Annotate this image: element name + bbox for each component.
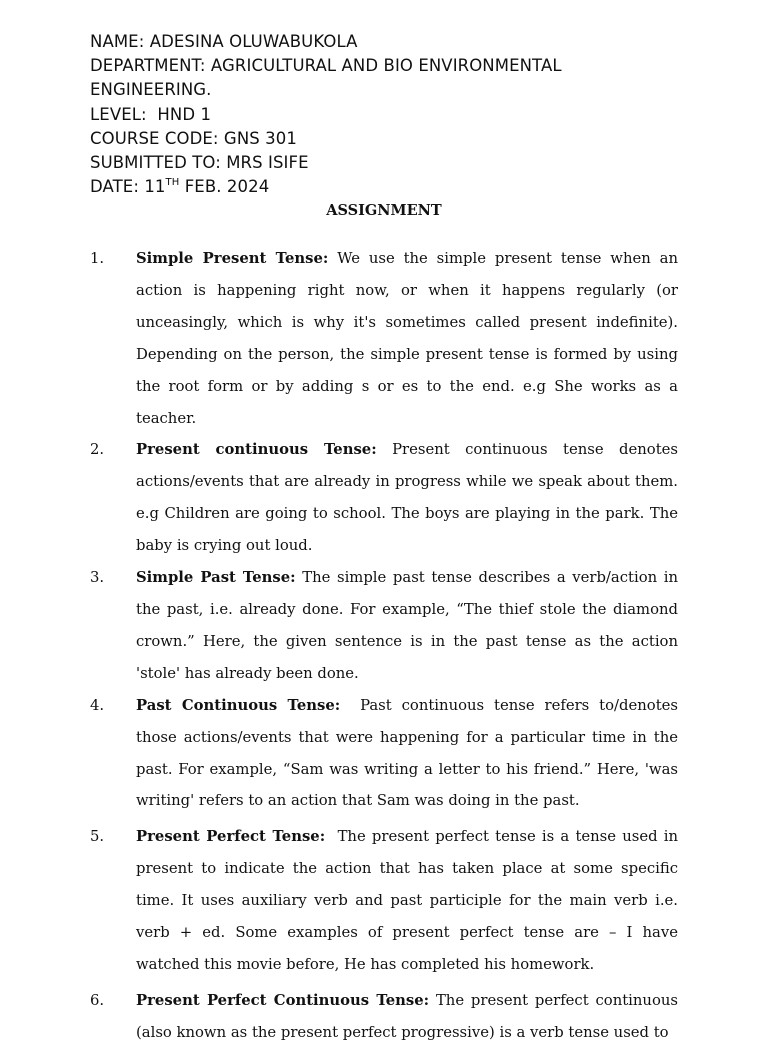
item-term: Past Continuous Tense: xyxy=(136,696,341,714)
item-term: Present Perfect Continuous Tense: xyxy=(136,991,430,1009)
date-suffix: FEB. 2024 xyxy=(179,177,270,197)
list-item xyxy=(90,562,679,690)
list-item xyxy=(90,821,683,981)
item-term: Simple Present Tense: xyxy=(136,250,329,267)
item-number: 1. xyxy=(90,250,105,267)
item-term: Present Perfect Tense: xyxy=(136,828,326,846)
course-code-line: COURSE CODE: GNS 301 xyxy=(90,128,297,148)
department-line-continued: ENGINEERING. xyxy=(90,80,212,100)
assignment-title: ASSIGNMENT xyxy=(326,202,442,219)
date-prefix: DATE: 11 xyxy=(90,177,166,197)
name-line: NAME: ADESINA OLUWABUKOLA xyxy=(90,32,358,51)
department-line: DEPARTMENT: AGRICULTURAL AND BIO ENVIRONMENTAL xyxy=(90,56,562,76)
date-ordinal-suffix: TH xyxy=(165,176,180,188)
tense-list xyxy=(0,243,768,1049)
student-info-header xyxy=(90,30,710,199)
list-item xyxy=(90,434,678,562)
item-text: We use the simple present tense when an action is happening right now, or when it happens regularly (or unceasingly, which is why it's sometimes called present indefinite). Depending on the person, the simple present tense is formed by using the root form or by adding s or es to the end. e.g She works as a teacher. xyxy=(136,250,678,427)
item-number: 4. xyxy=(90,696,105,714)
item-text: The simple past tense describes a verb/action in the past, i.e. already done. For example, “The thief stole the diamond crown.” Here, the given sentence is in the past tense as the action 'stole' has already been done. xyxy=(136,569,679,682)
item-text: Past continuous tense refers to/denotes those actions/events that were happening for a particular time in the past. For example, “Sam was writing a letter to his friend.” Here, 'was writing' refers to an action that Sam was doing in the past. xyxy=(136,696,683,810)
item-text: The present perfect continuous (also known as the present perfect progressive) is a verb tense used to xyxy=(136,991,678,1041)
list-item xyxy=(90,243,678,434)
level-line: LEVEL: HND 1 xyxy=(90,104,212,124)
list-item xyxy=(90,985,678,1049)
submitted-to-line: SUBMITTED TO: MRS ISIFE xyxy=(90,153,309,173)
item-text: The present perfect tense is a tense used in present to indicate the action that has taken place at some specific time. It uses auxiliary verb and past participle for the main verb i.e. verb + ed. Some examples of present perfect tense are – I have watched this movie before, He has completed his homework. xyxy=(136,828,683,973)
item-term: Present continuous Tense: xyxy=(136,441,377,459)
item-text: Present continuous tense denotes actions/events that are already in progress while we speak about them. e.g Children are going to school. The boys are playing in the park. The baby is crying out loud. xyxy=(136,441,678,555)
item-number: 3. xyxy=(90,569,105,587)
item-number: 5. xyxy=(90,828,105,846)
item-term: Simple Past Tense: xyxy=(136,569,296,587)
list-item xyxy=(90,690,683,818)
item-number: 2. xyxy=(90,441,105,459)
date-line xyxy=(90,175,710,199)
item-number: 6. xyxy=(90,991,105,1009)
